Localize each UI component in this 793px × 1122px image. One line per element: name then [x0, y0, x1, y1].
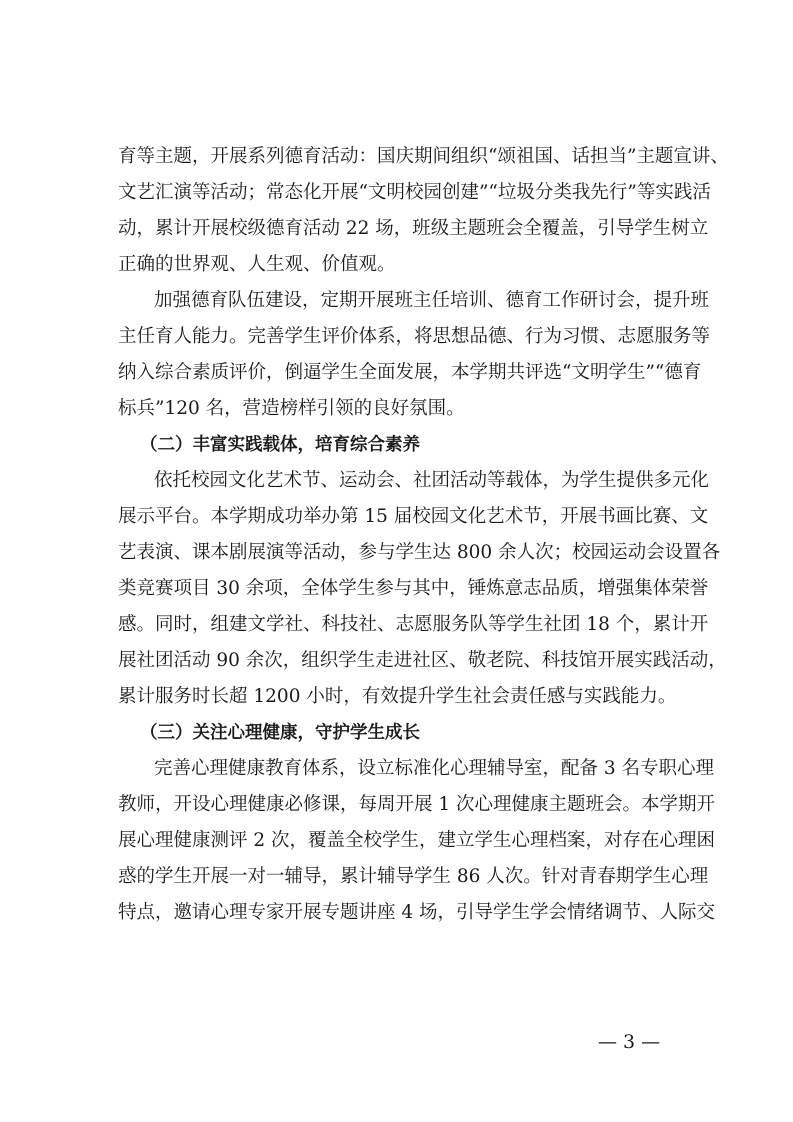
- paragraph-line: 文艺汇演等活动；常态化开展“文明校园创建”“垃圾分类我先行”等实践活: [118, 182, 711, 203]
- paragraph-line: 感。同时，组建文学社、科技社、志愿服务队等学生社团 18 个，累计开: [118, 614, 709, 635]
- paragraph-line: 动，累计开展校级德育活动 22 场，班级主题班会全覆盖，引导学生树立: [118, 218, 709, 239]
- paragraph-line: 惑的学生开展一对一辅导，累计辅导学生 86 人次。针对青春期学生心理: [118, 866, 709, 887]
- paragraph-line: 主任育人能力。完善学生评价体系，将思想品德、行为习惯、志愿服务等: [118, 326, 711, 347]
- paragraph-line: 正确的世界观、人生观、价值观。: [118, 254, 396, 275]
- paragraph-line: 类竞赛项目 30 余项，全体学生参与其中，锤炼意志品质，增强集体荣誉: [118, 578, 709, 599]
- paragraph-line: 纳入综合素质评价，倒逼学生全面发展，本学期共评选“文明学生”“德育: [118, 362, 702, 383]
- paragraph-line: 育等主题，开展系列德育活动：国庆期间组织“颂祖国、话担当”主题宣讲、: [118, 146, 729, 167]
- paragraph-line: 艺表演、课本剧展演等活动，参与学生达 800 余人次；校园运动会设置各: [118, 542, 721, 563]
- paragraph-line: 展社团活动 90 余次，组织学生走进社区、敬老院、科技馆开展实践活动，: [118, 650, 727, 671]
- paragraph-line: 展示平台。本学期成功举办第 15 届校园文化艺术节，开展书画比赛、文: [118, 506, 709, 527]
- paragraph-line: 完善心理健康教育体系，设立标准化心理辅导室，配备 3 名专职心理: [154, 758, 715, 779]
- paragraph-line: 教师，开设心理健康必修课，每周开展 1 次心理健康主题班会。本学期开: [118, 794, 716, 815]
- section-heading: （二）丰富实践载体，培育综合素养: [140, 435, 420, 455]
- paragraph-line: 累计服务时长超 1200 小时，有效提升学生社会责任感与实践能力。: [118, 686, 677, 707]
- paragraph-line: 展心理健康测评 2 次，覆盖全校学生，建立学生心理档案，对存在心理困: [118, 830, 716, 851]
- paragraph-line: 特点，邀请心理专家开展专题讲座 4 场，引导学生学会情绪调节、人际交: [118, 902, 716, 923]
- paragraph-line: 依托校园文化艺术节、运动会、社团活动等载体，为学生提供多元化: [154, 470, 710, 491]
- paragraph-line: 加强德育队伍建设，定期开展班主任培训、德育工作研讨会，提升班: [154, 290, 710, 311]
- section-heading: （三）关注心理健康，守护学生成长: [140, 723, 420, 743]
- page-number: — 3 —: [598, 1031, 661, 1053]
- paragraph-line: 标兵”120 名，营造榜样引领的良好氛围。: [118, 398, 465, 419]
